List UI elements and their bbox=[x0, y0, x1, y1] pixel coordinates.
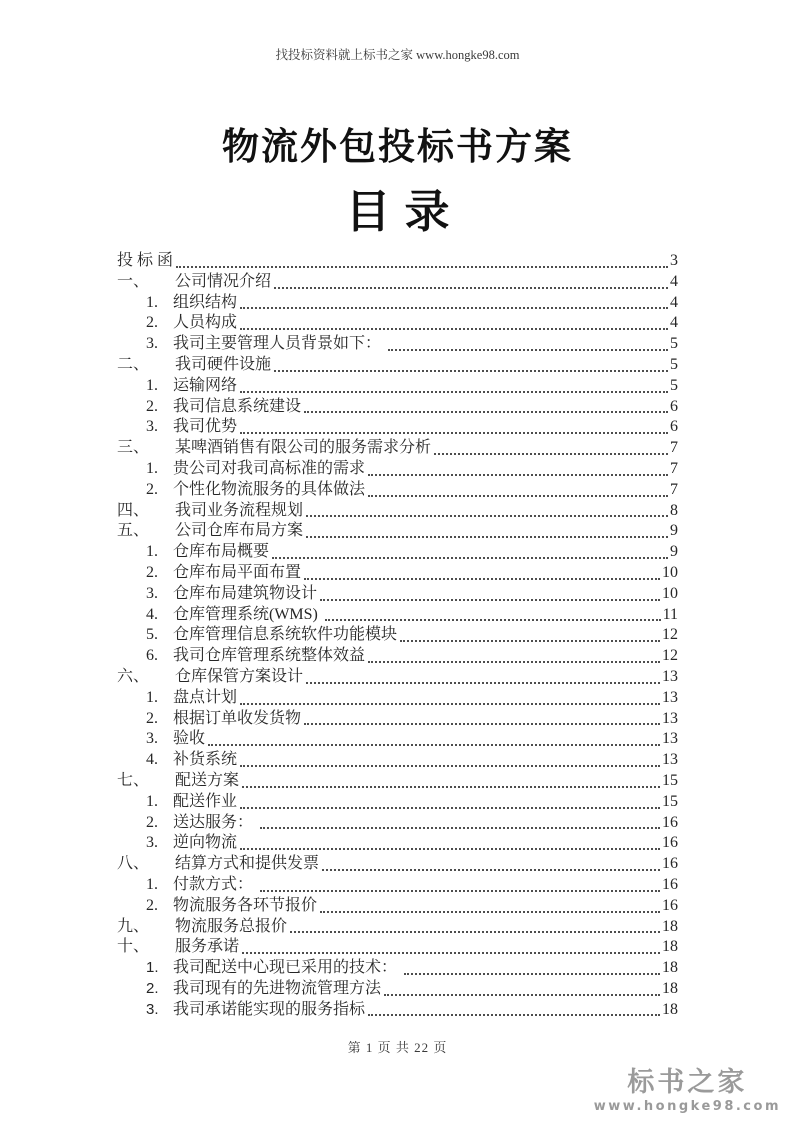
toc-entry[interactable] bbox=[117, 771, 678, 792]
toc-entry[interactable] bbox=[117, 584, 678, 605]
toc-entry-page: 13 bbox=[662, 751, 678, 769]
toc-entry-page: 13 bbox=[662, 667, 678, 685]
toc-leader-dots bbox=[320, 911, 660, 913]
toc-entry-page: 6 bbox=[670, 418, 678, 436]
toc-leader-dots bbox=[306, 682, 660, 684]
toc-entry-page: 10 bbox=[662, 563, 678, 581]
toc-leader-dots bbox=[240, 328, 668, 330]
toc-entry-number: 四、 bbox=[117, 501, 150, 519]
toc-entry-title: 仓库保管方案设计 bbox=[175, 667, 304, 685]
toc-entry[interactable] bbox=[117, 750, 678, 771]
toc-entry[interactable] bbox=[117, 958, 678, 979]
toc-entry-page: 5 bbox=[670, 376, 678, 394]
toc-entry-number: 九、 bbox=[117, 917, 150, 935]
toc-entry-title: 仓库管理系统(WMS) bbox=[173, 605, 322, 623]
toc-entry-number: 1. bbox=[146, 875, 158, 893]
toc-entry-page: 11 bbox=[662, 605, 678, 623]
toc-entry-number: 1. bbox=[146, 543, 158, 561]
toc-entry[interactable] bbox=[117, 813, 678, 834]
toc-entry-page: 3 bbox=[670, 252, 678, 269]
toc-entry-title: 贵公司对我司高标准的需求 bbox=[173, 459, 366, 477]
toc-entry[interactable] bbox=[117, 605, 678, 626]
toc-entry-title: 送达服务： bbox=[173, 813, 258, 831]
toc-entry[interactable] bbox=[117, 355, 678, 376]
toc-leader-dots bbox=[384, 994, 660, 996]
toc-entry-number: 3. bbox=[146, 730, 158, 748]
toc-entry-title: 组织结构 bbox=[173, 293, 238, 311]
toc-entry-page: 9 bbox=[670, 543, 678, 561]
toc-entry-number: 2. bbox=[146, 813, 158, 831]
toc-entry-number: 2. bbox=[146, 480, 158, 498]
toc-leader-dots bbox=[176, 266, 668, 268]
toc-entry[interactable] bbox=[117, 334, 678, 355]
toc-entry-page: 7 bbox=[670, 459, 678, 477]
toc-entry[interactable] bbox=[117, 521, 678, 542]
toc-entry-page: 15 bbox=[662, 771, 678, 789]
toc-entry-title: 服务承诺 bbox=[175, 938, 240, 956]
toc-entry[interactable] bbox=[117, 501, 678, 522]
toc-entry[interactable] bbox=[117, 792, 678, 813]
toc-entry-page: 13 bbox=[662, 730, 678, 748]
toc-entry-page: 12 bbox=[662, 647, 678, 665]
toc-leader-dots bbox=[434, 453, 668, 455]
toc-leader-dots bbox=[388, 349, 668, 351]
toc-entry[interactable] bbox=[117, 625, 678, 646]
watermark bbox=[594, 1068, 781, 1114]
toc-entry-title: 逆向物流 bbox=[173, 834, 238, 852]
toc-entry-number: 1. bbox=[146, 688, 158, 706]
toc-entry[interactable] bbox=[117, 709, 678, 730]
toc-entry-page: 8 bbox=[670, 501, 678, 519]
toc-entry[interactable] bbox=[117, 688, 678, 709]
toc-entry-title: 个性化物流服务的具体做法 bbox=[173, 480, 366, 498]
toc-entry-title: 公司情况介绍 bbox=[175, 272, 272, 290]
toc-entry-page: 16 bbox=[662, 896, 678, 914]
page-number-text: 第 1 页 共 22 页 bbox=[347, 1040, 448, 1056]
toc-leader-dots bbox=[240, 703, 660, 705]
toc-entry-title: 盘点计划 bbox=[173, 688, 238, 706]
toc-entry-number: 3. bbox=[146, 335, 158, 353]
toc-leader-dots bbox=[368, 474, 668, 476]
toc-leader-dots bbox=[304, 578, 660, 580]
toc-entry-page: 4 bbox=[670, 314, 678, 332]
toc-entry-number: 一、 bbox=[117, 272, 150, 290]
toc-entry-title: 付款方式： bbox=[173, 875, 258, 893]
toc-entry-number: 2. bbox=[146, 709, 158, 727]
toc-entry-page: 16 bbox=[662, 855, 678, 873]
toc-entry[interactable] bbox=[117, 854, 678, 875]
toc-entry-number: 1. bbox=[146, 792, 158, 810]
toc-entry-page: 6 bbox=[670, 397, 678, 415]
toc-leader-dots bbox=[306, 536, 668, 538]
toc-leader-dots bbox=[242, 786, 660, 788]
toc-entry-page: 18 bbox=[662, 938, 678, 956]
toc-leader-dots bbox=[322, 869, 660, 871]
toc-entry[interactable] bbox=[117, 459, 678, 480]
toc-leader-dots bbox=[325, 619, 661, 621]
toc-leader-dots bbox=[274, 370, 668, 372]
toc-entry-title: 仓库布局平面布置 bbox=[173, 563, 302, 581]
watermark-logo: 标书之家 bbox=[627, 1067, 748, 1098]
toc-entry-page: 16 bbox=[662, 834, 678, 852]
page-header bbox=[117, 48, 678, 62]
toc-entry-number: 1. bbox=[146, 459, 158, 477]
toc-leader-dots bbox=[304, 411, 668, 413]
toc-entry-number: 五、 bbox=[117, 522, 150, 540]
toc-entry-page: 5 bbox=[670, 335, 678, 353]
toc-leader-dots bbox=[240, 807, 660, 809]
toc-entry-page: 7 bbox=[670, 439, 678, 457]
toc-leader-dots bbox=[306, 515, 668, 517]
toc-entry[interactable] bbox=[117, 397, 678, 418]
toc-entry-page: 15 bbox=[662, 792, 678, 810]
toc-entry-number: 1. bbox=[146, 376, 158, 394]
toc-entry[interactable] bbox=[117, 417, 678, 438]
toc-leader-dots bbox=[208, 744, 660, 746]
toc-leader-dots bbox=[260, 827, 660, 829]
toc-entry[interactable] bbox=[117, 875, 678, 896]
toc-entry[interactable] bbox=[117, 272, 678, 293]
toc-entry-title: 公司仓库布局方案 bbox=[175, 522, 304, 540]
toc-entry-title: 某啤酒销售有限公司的服务需求分析 bbox=[175, 439, 432, 457]
toc-leader-dots bbox=[304, 723, 660, 725]
toc-entry-number: 3. bbox=[146, 834, 158, 852]
toc-heading: 目录 bbox=[345, 187, 464, 237]
toc-entry[interactable] bbox=[117, 293, 678, 314]
toc-leader-dots bbox=[368, 1014, 660, 1016]
toc-entry-title: 投 标 函 bbox=[117, 252, 174, 269]
toc-entry-title: 仓库管理信息系统软件功能模块 bbox=[173, 626, 398, 644]
toc-entry-title: 结算方式和提供发票 bbox=[175, 855, 320, 873]
toc-entry-number: 二、 bbox=[117, 355, 150, 373]
toc-entry[interactable] bbox=[117, 917, 678, 938]
toc-entry-title: 人员构成 bbox=[173, 314, 238, 332]
toc-entry-page: 4 bbox=[670, 272, 678, 290]
toc-entry-title: 配送作业 bbox=[173, 792, 238, 810]
toc-entry-title: 我司主要管理人员背景如下： bbox=[173, 335, 386, 353]
toc-entry[interactable] bbox=[117, 251, 678, 272]
toc-entry[interactable] bbox=[117, 480, 678, 501]
toc-entry-page: 16 bbox=[662, 813, 678, 831]
toc-entry-title: 我司承诺能实现的服务指标 bbox=[173, 1000, 366, 1018]
toc-entry-number: 3. bbox=[146, 1000, 159, 1018]
header-text: 找投标资料就上标书之家 www.hongke98.com bbox=[275, 48, 520, 62]
toc-entry[interactable] bbox=[117, 313, 678, 334]
toc-entry[interactable] bbox=[117, 1000, 678, 1021]
toc-entry-title: 验收 bbox=[173, 730, 206, 748]
toc-entry-title: 我司配送中心现已采用的技术： bbox=[173, 959, 402, 977]
toc-entry-number: 3. bbox=[146, 418, 158, 436]
toc-entry-number: 七、 bbox=[117, 771, 150, 789]
toc-entry-number: 2. bbox=[146, 397, 158, 415]
toc-entry-title: 仓库布局建筑物设计 bbox=[173, 584, 318, 602]
toc-leader-dots bbox=[368, 495, 668, 497]
toc-entry-title: 物流服务总报价 bbox=[175, 917, 288, 935]
toc-entry-title: 我司现有的先进物流管理方法 bbox=[173, 979, 382, 997]
toc-entry-page: 12 bbox=[662, 626, 678, 644]
toc-leader-dots bbox=[240, 765, 660, 767]
toc-entry-page: 9 bbox=[670, 522, 678, 540]
toc-leader-dots bbox=[240, 848, 660, 850]
toc-entry-title: 我司信息系统建设 bbox=[173, 397, 302, 415]
toc-leader-dots bbox=[240, 391, 668, 393]
toc-leader-dots bbox=[404, 973, 660, 975]
toc-entry-number: 六、 bbox=[117, 667, 150, 685]
toc-entry-number: 6. bbox=[146, 647, 158, 665]
toc-entry-title: 我司硬件设施 bbox=[175, 355, 272, 373]
toc-leader-dots bbox=[240, 432, 668, 434]
toc-entry[interactable] bbox=[117, 979, 678, 1000]
document-title: 物流外包投标书方案 bbox=[222, 127, 573, 168]
toc-entry[interactable] bbox=[117, 646, 678, 667]
toc-entry-page: 18 bbox=[662, 959, 678, 977]
toc-entry[interactable] bbox=[117, 667, 678, 688]
toc-entry-number: 八、 bbox=[117, 855, 150, 873]
toc-entry[interactable] bbox=[117, 376, 678, 397]
toc-entry[interactable] bbox=[117, 833, 678, 854]
toc-entry-number: 2. bbox=[146, 896, 158, 914]
toc-entry-page: 18 bbox=[662, 979, 678, 997]
toc-leader-dots bbox=[274, 287, 668, 289]
toc-list bbox=[117, 251, 678, 1020]
watermark-url: www.hongke98.com bbox=[593, 1099, 781, 1114]
page-footer bbox=[117, 1040, 678, 1055]
toc-entry[interactable] bbox=[117, 542, 678, 563]
toc-entry-title: 我司业务流程规划 bbox=[175, 501, 304, 519]
toc-entry-page: 13 bbox=[662, 709, 678, 727]
toc-entry-title: 我司仓库管理系统整体效益 bbox=[173, 647, 366, 665]
toc-entry-number: 十、 bbox=[117, 938, 150, 956]
toc-entry-number: 5. bbox=[146, 626, 158, 644]
toc-entry[interactable] bbox=[117, 937, 678, 958]
toc-entry[interactable] bbox=[117, 896, 678, 917]
toc-entry[interactable] bbox=[117, 563, 678, 584]
toc-leader-dots bbox=[290, 931, 660, 933]
toc-entry-number: 2. bbox=[146, 314, 158, 332]
toc-entry-title: 我司优势 bbox=[173, 418, 238, 436]
toc-entry-number: 1. bbox=[146, 293, 158, 311]
toc-entry-page: 4 bbox=[670, 293, 678, 311]
toc-entry-title: 根据订单收发货物 bbox=[173, 709, 302, 727]
toc-entry-number: 3. bbox=[146, 584, 158, 602]
toc-entry[interactable] bbox=[117, 438, 678, 459]
toc-entry-title: 运输网络 bbox=[173, 376, 238, 394]
toc-entry-page: 10 bbox=[662, 584, 678, 602]
toc-entry-title: 配送方案 bbox=[175, 771, 240, 789]
toc-leader-dots bbox=[368, 661, 660, 663]
toc-entry-page: 7 bbox=[670, 480, 678, 498]
toc-leader-dots bbox=[260, 890, 660, 892]
toc-leader-dots bbox=[400, 640, 660, 642]
toc-leader-dots bbox=[272, 557, 668, 559]
toc-entry-title: 物流服务各环节报价 bbox=[173, 896, 318, 914]
toc-entry-number: 2. bbox=[146, 563, 158, 581]
toc-entry-number: 2. bbox=[146, 979, 159, 997]
toc-leader-dots bbox=[320, 599, 660, 601]
toc-entry-number: 4. bbox=[146, 751, 158, 769]
toc-entry-page: 16 bbox=[662, 875, 678, 893]
toc-entry-number: 三、 bbox=[117, 439, 150, 457]
toc-entry-number: 1. bbox=[146, 959, 159, 977]
toc-entry-title: 补货系统 bbox=[173, 751, 238, 769]
toc-entry-page: 18 bbox=[662, 1000, 678, 1018]
toc-entry-page: 13 bbox=[662, 688, 678, 706]
toc-leader-dots bbox=[240, 307, 668, 309]
toc-entry-page: 18 bbox=[662, 917, 678, 935]
toc-leader-dots bbox=[242, 952, 660, 954]
toc-entry[interactable] bbox=[117, 729, 678, 750]
toc-entry-page: 5 bbox=[670, 355, 678, 373]
toc-entry-number: 4. bbox=[146, 605, 158, 623]
toc-entry-title: 仓库布局概要 bbox=[173, 543, 270, 561]
